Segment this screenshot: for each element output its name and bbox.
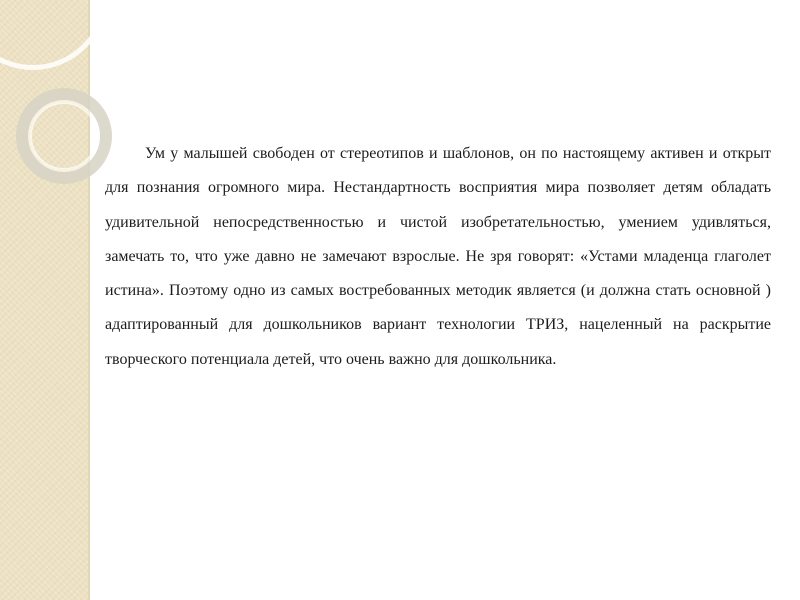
slide-content [105,137,771,377]
decorative-ring-large [0,0,108,70]
slide-paragraph: Ум у малышей свободен от стереотипов и шаблонов, он по настоящему активен и открыт для познания огромного мира. Нестандартность восприятия мира позволяет детям обладать удивительной непосредственностью и чистой изобретательностью, умением удивляться, замечать то, что уже давно не замечают взрослые. Не зря говорят: «Устами младенца глаголет истина». Поэтому одно из самых востребованных методик является (и должна стать основной ) адаптированный для дошкольников вариант технологии ТРИЗ, нацеленный на раскрытие творческого потенциала детей, что очень важно для дошкольника. [105,145,771,368]
side-band-border [88,0,90,600]
decorative-ring-inner [30,102,98,170]
